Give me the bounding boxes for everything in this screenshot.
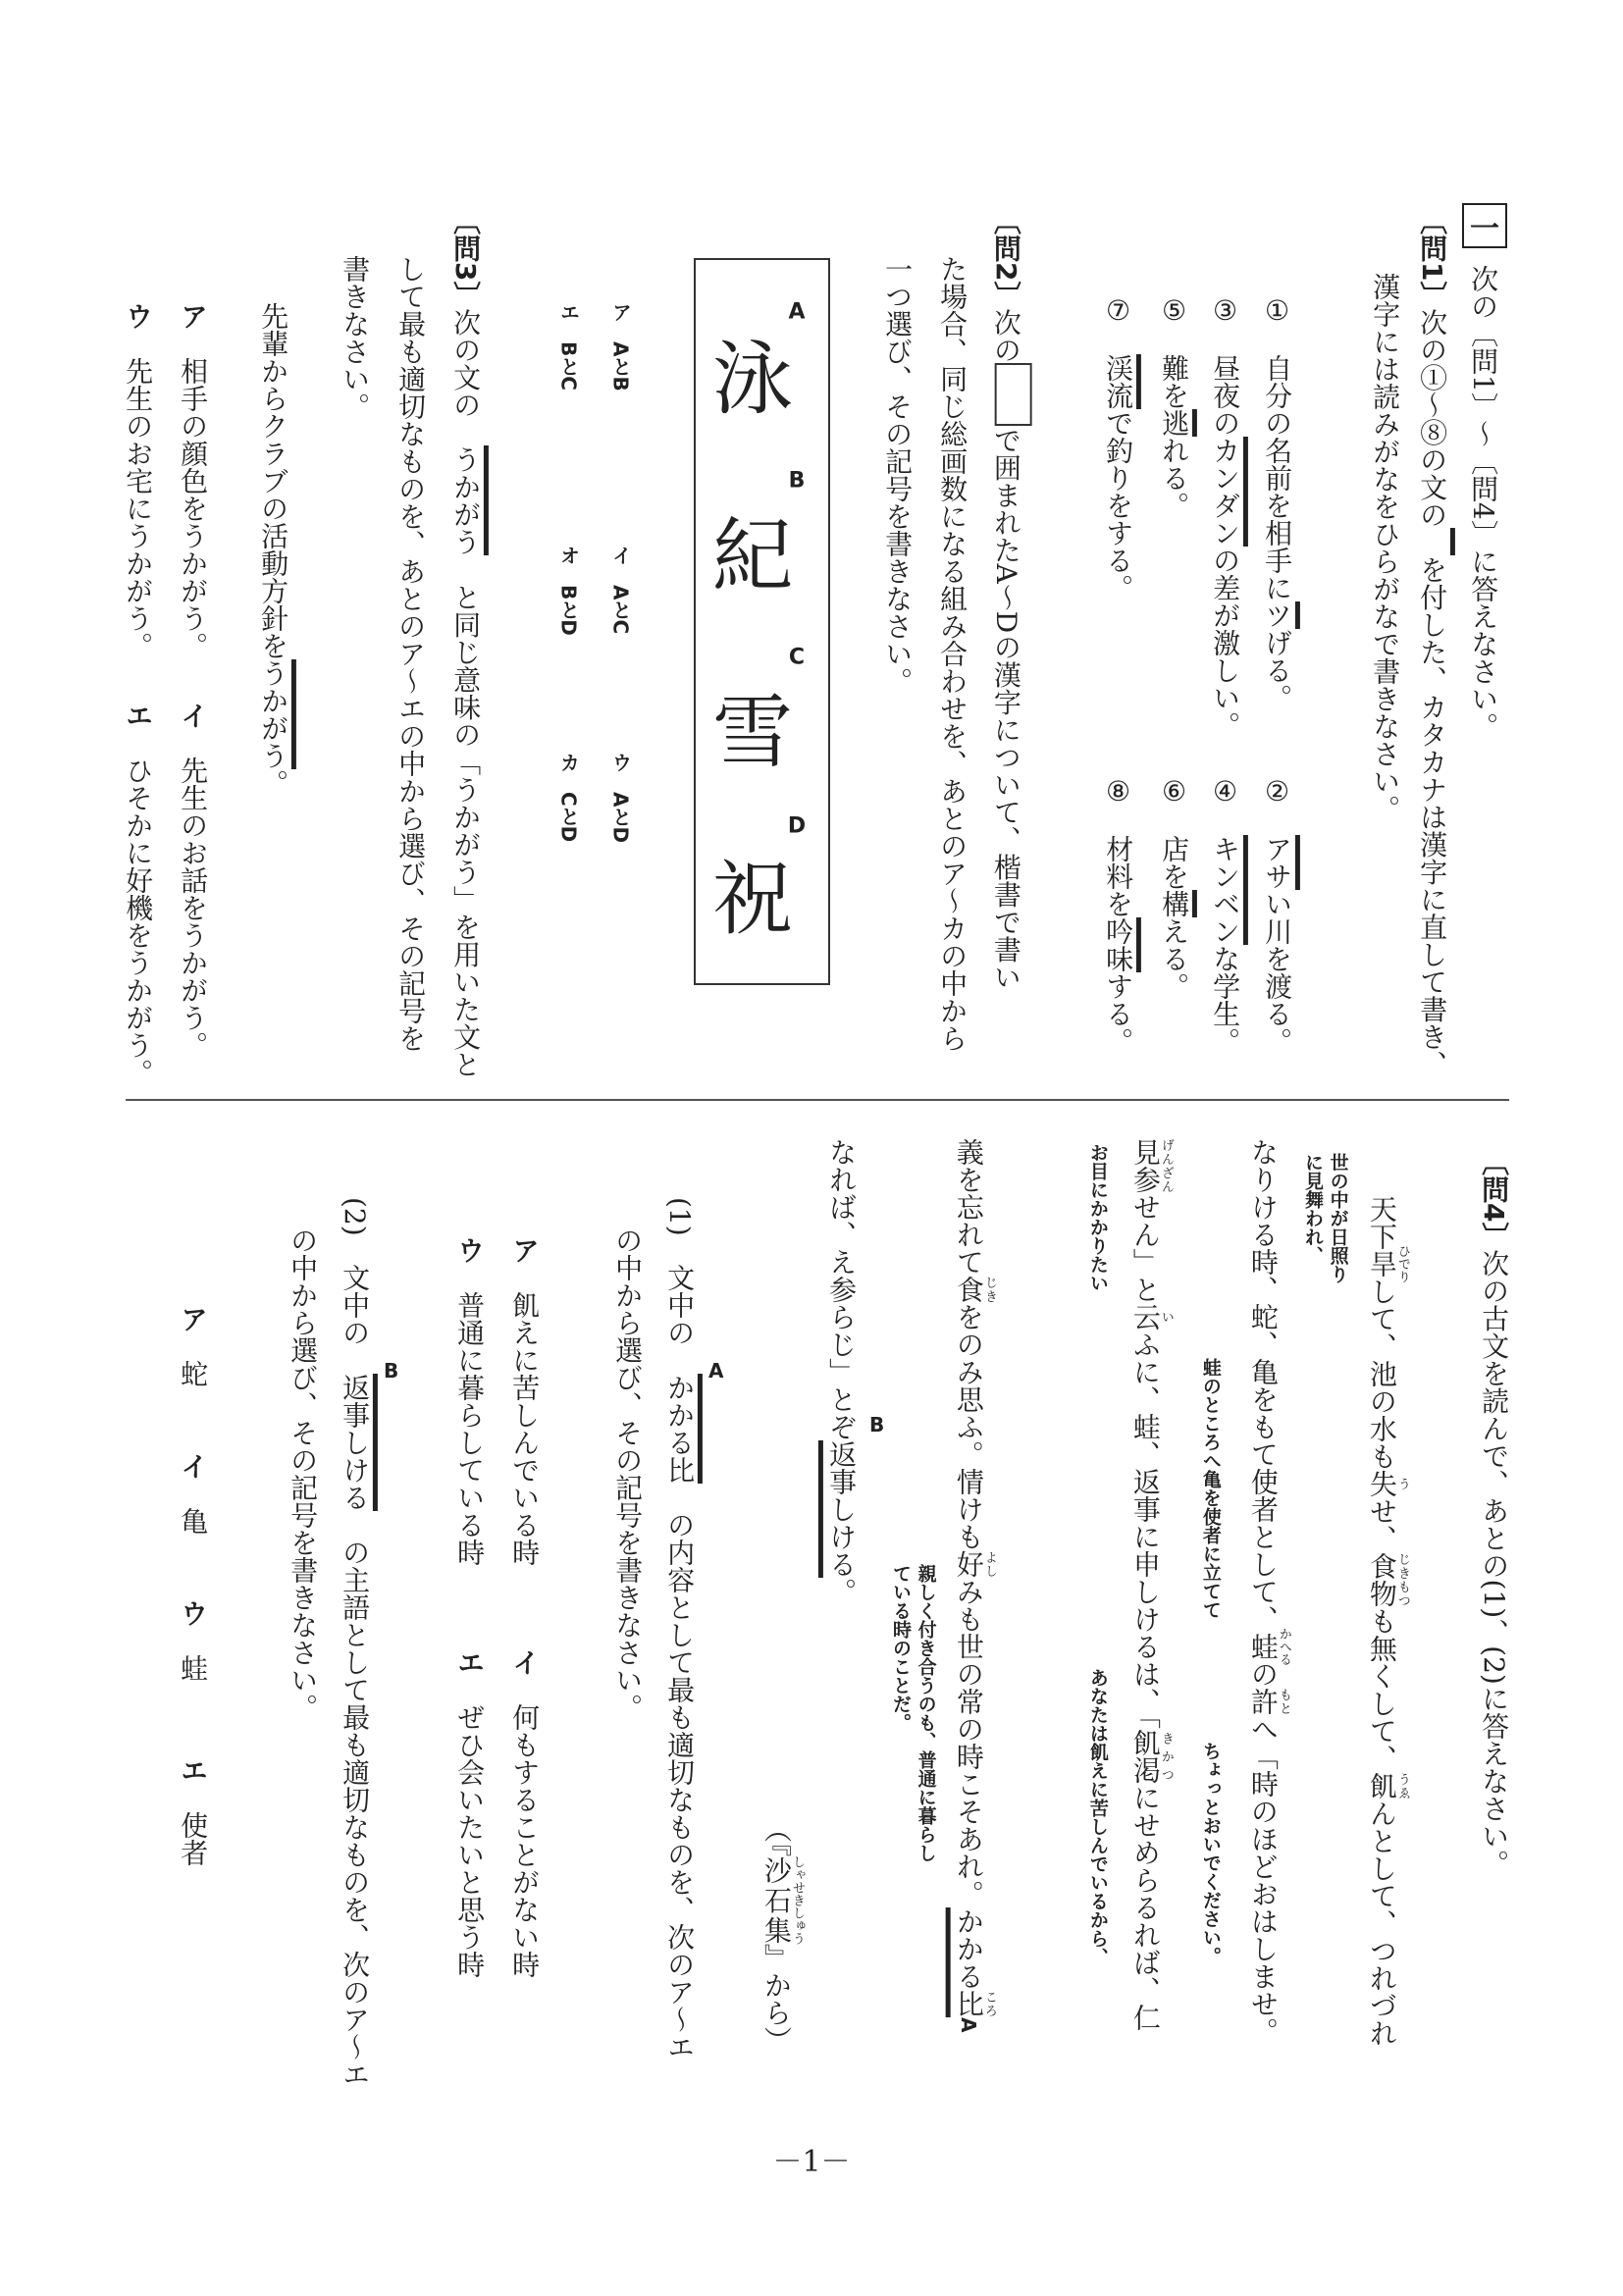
q4-instruction: 〔問4〕次の古文を読んで、あとの(1)、(2)に答えなさい。: [1478, 1148, 1511, 1877]
sub1-instruction-line2: の中から選び、その記号を書きなさい。: [611, 1226, 645, 1721]
kanji-label-b: B: [788, 468, 806, 494]
q3-option-a: ア 相手の顔色をうかがう。: [177, 302, 210, 659]
kanji-label-c: C: [788, 645, 806, 670]
annotation-2: 蛙のところへ亀を使者に立てて: [1199, 1358, 1222, 1619]
section-divider: [126, 1099, 1509, 1101]
source-citation: （『沙石集しゃせきしゅう』から）: [759, 1815, 805, 2054]
q1-item-5: ⑤ 難を逃れる。: [1158, 294, 1189, 519]
underline-sample: ​: [1416, 528, 1455, 555]
q3-option-i: イ 先生のお話をうかがう。: [177, 702, 210, 1059]
q2-instruction-line3: 一つ選び、その記号を書きなさい。: [881, 255, 915, 695]
q3-option-u: ウ 先生のお宅にうかがう。: [122, 302, 155, 659]
q1-item-3: ③ 昼夜のカンダンの差が激しい。: [1209, 294, 1240, 739]
q1-text: を付した、カタカナは漢字に直して書き、: [1416, 555, 1449, 1078]
q1-item-4: ④ キンベンな学生。: [1209, 775, 1240, 1055]
q2-option-i: イ AとC: [608, 546, 633, 635]
q2-label: 〔問2〕: [989, 207, 1022, 309]
sub2-option-i: イ 亀: [177, 1452, 210, 1535]
sub2-option-u: ウ 蛙: [177, 1599, 210, 1682]
sub2-mark-label: B: [384, 1359, 399, 1383]
q2-option-e: エ BとC: [556, 302, 581, 391]
page-number: －1－: [772, 2145, 851, 2179]
sub2-instruction-line1: (2) 文中の 返事しける の主語として最も適切なものを、次のア～エ: [339, 1197, 370, 2088]
q1-item-6: ⑥ 店を構える。: [1158, 775, 1189, 1000]
annotation-1: 世の中が日照り に見舞われ、: [1302, 1153, 1349, 1283]
mark-a-label: A: [956, 2017, 980, 2033]
q2-option-o: オ BとD: [556, 546, 581, 636]
kanji-label-d: D: [787, 813, 807, 839]
sub1-instruction-line1: (1) 文中の かかる比 の内容として最も適切なものを、次のア～エ: [663, 1197, 695, 2061]
q1-item-7: ⑦ 渓流で釣りをする。: [1102, 294, 1133, 601]
sub1-option-a: ア 飢えに苦しんでいる時: [508, 1236, 542, 1566]
q1-item-1: ① 自分の名前を相手にツげる。: [1261, 294, 1292, 711]
q2-instruction-line1: 〔問2〕次ので囲まれたA～Dの漢字について、楷書で書い: [990, 207, 1032, 990]
sub1-option-e: エ ぜひ会いたいと思う時: [453, 1648, 487, 1978]
kobun-line-1: 天下旱ひでりして、池の水も失うせ、食物じきもつも無くして、飢うゑんとして、つれづれ: [1365, 1195, 1410, 2047]
annotation-5: あなたは飢えに苦しんでいるから、: [1086, 1668, 1109, 1966]
sub2-option-e: エ 使者: [177, 1756, 210, 1866]
q1-item-8: ⑧ 材料を吟味する。: [1102, 775, 1133, 1055]
kobun-line-2: なりける時、蛇、亀をもて使者として、蛙かへるの許もとへ「時のほどおはしませ。: [1246, 1138, 1291, 2045]
q2-option-u: ウ AとD: [608, 753, 633, 844]
sub1-option-u: ウ 普通に暮らしている時: [453, 1236, 487, 1566]
kobun-line-4: 義を忘れて食じきをのみ思ふ。情けも好よしみも世の常の時こそあれ。かかる比ころA: [953, 1138, 997, 2032]
annotation-3: ちょっとおいでください。: [1199, 1742, 1222, 1965]
sub1-mark-label: A: [708, 1359, 724, 1383]
annotation-4: お目にかかりたい: [1086, 1143, 1109, 1292]
kanji-label-a: A: [788, 299, 806, 325]
kanji-b: 紀: [711, 509, 794, 603]
q1-text: 次の①～⑧の文の: [1416, 308, 1449, 529]
q1-instruction-line2: 漢字には読みがなをひらがなで書きなさい。: [1369, 273, 1402, 822]
q3-instruction-line2: して最も適切なものを、あとのア～エの中から選び、その記号を: [394, 255, 428, 1052]
sub1-option-i: イ 何もすることがない時: [508, 1648, 542, 1978]
mark-b-label: B: [869, 1413, 885, 1436]
kobun-line-3: 見参げんざんせん」と云いふに、蛙、返事に申しけるは、「飢渇きかつにせめらるれば、仁: [1128, 1138, 1174, 2031]
q1-label: 〔問1〕: [1416, 207, 1449, 309]
kanji-d: 祝: [711, 853, 794, 947]
q2-option-ka: カ CとD: [556, 753, 581, 843]
kanji-a: 泳: [711, 333, 794, 427]
section-number-box: 一: [1462, 203, 1507, 248]
sub2-option-a: ア 蛇: [177, 1305, 210, 1387]
q3-option-e: エ ひそかに好機をうかがう。: [122, 702, 155, 1086]
section-intro: 次の〔問1〕～〔問4〕に答えなさい。: [1467, 265, 1500, 740]
q2-option-a: ア AとB: [608, 302, 633, 391]
annotation-6: 親しく付き合うのも、普通に暮らし ている時のことだ。: [890, 1564, 937, 1862]
q3-instruction-line3: 書きなさい。: [339, 255, 372, 420]
kobun-line-5: なれば、え参らじ」とぞ返事しける。: [825, 1138, 857, 1605]
q1-item-2: ② アサい川を渡る。: [1261, 775, 1292, 1055]
kanji-c: 雪: [711, 686, 794, 780]
box-sample: [994, 363, 1031, 426]
sub2-instruction-line2: の中から選び、その記号を書きなさい。: [287, 1226, 320, 1721]
q2-instruction-line2: た場合、同じ総画数になる組み合わせを、あとのア～カの中から: [936, 255, 969, 1052]
q3-sentence: 先輩からクラブの活動方針をうかがう。: [257, 302, 288, 797]
q1-instruction-line1: [1416, 207, 1447, 1077]
q3-instruction-line1: 〔問3〕次の文の うかがう と同じ意味の「うかがう」を用いた文と: [449, 207, 481, 1077]
